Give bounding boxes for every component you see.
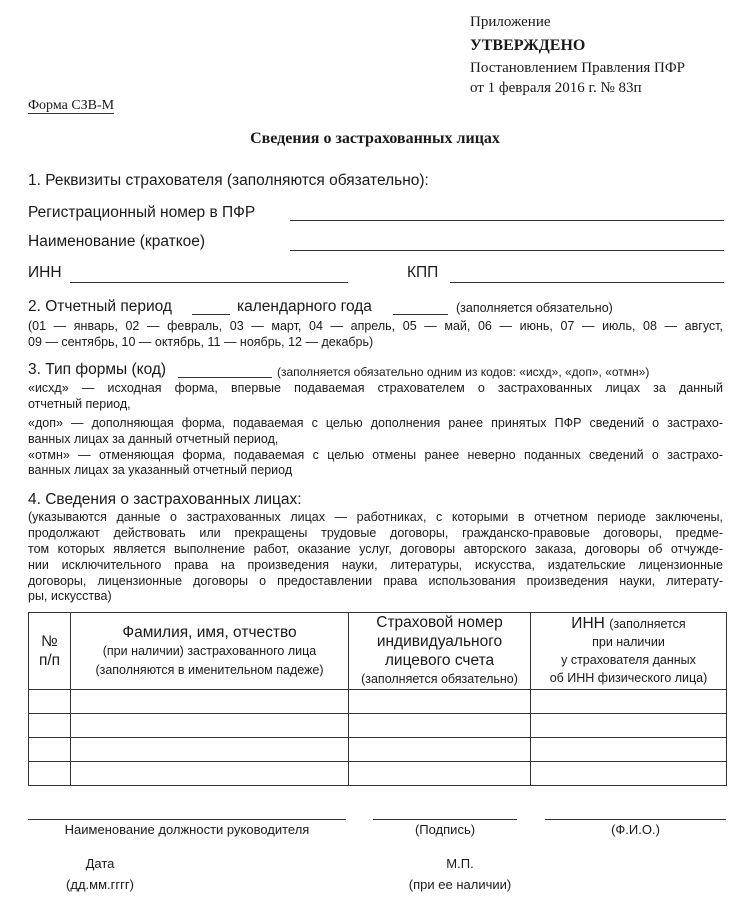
reg-number-label: Регистрационный номер в ПФР (28, 204, 256, 221)
row-snils-cell[interactable] (349, 762, 531, 786)
signature-caption: (Подпись) (414, 822, 476, 837)
months-legend-2: 09 — сентябрь, 10 — октябрь, 11 — ноябрь, 12 — декабрь) (28, 335, 374, 349)
stamp-caption: (при ее наличии) (408, 877, 512, 892)
row-fio-cell[interactable] (71, 690, 349, 714)
stamp-label: М.П. (446, 856, 474, 871)
reg-number-field[interactable] (290, 220, 724, 221)
section4-text-2: продолжают действовать или прекращены трудовые договоры, гражданско-правовые договоры, предме- (28, 526, 723, 540)
inn-label: ИНН (28, 264, 62, 281)
col-fio-label: Фамилия, имя, отчество (122, 623, 297, 641)
signature-field[interactable] (373, 819, 517, 820)
section4-text-4: нии исключительного права на произведения науки, литературы, искусства, издательские лицензионные (28, 558, 723, 572)
col-number-label: № (41, 633, 58, 650)
col-snils-header (349, 613, 531, 690)
col-inn-sublabel-1: (заполняется (609, 617, 686, 631)
row-number-cell[interactable] (29, 738, 71, 762)
section4-text-1: (указываются данные о застрахованных лицах — работниках, с которыми в отчетном периоде заключены, (28, 510, 723, 524)
code-iskhd-line2: отчетный период, (28, 397, 131, 411)
form-code (28, 98, 114, 114)
row-snils-cell[interactable] (349, 690, 531, 714)
col-inn-label: ИНН (571, 615, 605, 632)
col-snils-label-1: Страховой номер (376, 614, 503, 631)
code-otmn-line2: ванных лицах за указанный отчетный период (28, 463, 293, 477)
col-fio-sublabel-2: (заполняются в именительном падеже) (95, 662, 324, 677)
approved-label: УТВЕРЖДЕНО (470, 37, 586, 54)
section1-heading: 1. Реквизиты страхователя (заполняются обязательно): (28, 172, 429, 189)
code-otmn-line1: «отмн» — отменяющая форма, подаваемая с целью отмены ранее неверно поданных сведений о застрахо- (28, 448, 723, 462)
section4-text-3: том которых является выполнение работ, оказание услуг, договоры авторского заказа, договоры об отчужде- (28, 542, 723, 556)
row-snils-cell[interactable] (349, 714, 531, 738)
months-legend-1: (01 — январь, 02 — февраль, 03 — март, 04 — апрель, 05 — май, 06 — июнь, 07 — июль, 08 — август, (28, 319, 723, 333)
fio-field[interactable] (545, 819, 726, 820)
table-row (29, 738, 727, 762)
row-inn-cell[interactable] (531, 690, 727, 714)
row-inn-cell[interactable] (531, 738, 727, 762)
table-row (29, 714, 727, 738)
section4-text-6: ры, искусства) (28, 589, 112, 603)
row-snils-cell[interactable] (349, 738, 531, 762)
org-name-field[interactable] (290, 250, 724, 251)
date-format-caption: (дд.мм.гггг) (66, 877, 134, 892)
form-code-text: Форма СЗВ-М (28, 98, 115, 113)
col-inn-header (531, 613, 727, 690)
section4-heading: 4. Сведения о застрахованных лицах: (28, 491, 302, 508)
position-field[interactable] (28, 819, 346, 820)
row-number-cell[interactable] (29, 690, 71, 714)
row-number-cell[interactable] (29, 762, 71, 786)
table-header-row (29, 613, 727, 690)
resolution-label: Постановлением Правления ПФР (470, 60, 686, 76)
col-snils-label-2: индивидуального (376, 633, 503, 650)
section2-heading-year: календарного года (237, 298, 372, 315)
section3-note: (заполняется обязательно одним из кодов: «исхд», «доп», «отмн») (277, 365, 650, 379)
position-caption: Наименование должности руководителя (64, 822, 310, 837)
section4-text-5: договоры, лицензионные договоры о предоставлении права использования произведения науки, литерату- (28, 574, 723, 588)
section2-heading-period: 2. Отчетный период (28, 298, 172, 315)
row-number-cell[interactable] (29, 714, 71, 738)
row-fio-cell[interactable] (71, 738, 349, 762)
table-row (29, 690, 727, 714)
table-row (29, 762, 727, 786)
col-number-header (29, 613, 71, 690)
inn-field[interactable] (70, 282, 348, 283)
row-fio-cell[interactable] (71, 714, 349, 738)
code-dop-line1: «доп» — дополняющая форма, подаваемая с целью дополнения ранее принятых ПФР сведений о застрахо- (28, 416, 723, 430)
appendix-label: Приложение (470, 14, 551, 30)
col-inn-sublabel-2: при наличии (592, 635, 665, 649)
insured-persons-table (28, 612, 727, 786)
col-inn-sublabel-4: об ИНН физического лица) (549, 671, 708, 685)
row-fio-cell[interactable] (71, 762, 349, 786)
code-iskhd-line1: «исхд» — исходная форма, впервые подаваемая страхователем о застрахованных лицах за данный (28, 381, 723, 395)
col-number-sublabel: п/п (38, 652, 61, 669)
kpp-label: КПП (407, 264, 439, 281)
col-snils-label-3: лицевого счета (384, 652, 495, 669)
year-field[interactable] (393, 314, 448, 315)
date-label: Дата (85, 856, 115, 871)
col-fio-sublabel-1: (при наличии) застрахованного лица (102, 643, 317, 658)
section2-note: (заполняется обязательно) (456, 301, 613, 315)
kpp-field[interactable] (450, 282, 724, 283)
fio-caption: (Ф.И.О.) (611, 822, 660, 837)
code-dop-line2: ванных лицах за данный отчетный период, (28, 432, 279, 446)
form-type-field[interactable] (178, 377, 272, 378)
col-fio-header (71, 613, 349, 690)
resolution-date: от 1 февраля 2016 г. № 83п (470, 80, 642, 96)
col-snils-sublabel: (заполняется обязательно) (361, 672, 518, 686)
col-inn-sublabel-3: у страхователя данных (561, 653, 696, 667)
org-name-label: Наименование (краткое) (28, 233, 206, 250)
period-field[interactable] (192, 314, 230, 315)
row-inn-cell[interactable] (531, 762, 727, 786)
row-inn-cell[interactable] (531, 714, 727, 738)
section3-heading: 3. Тип формы (код) (28, 361, 167, 378)
document-title: Сведения о застрахованных лицах (250, 130, 500, 147)
